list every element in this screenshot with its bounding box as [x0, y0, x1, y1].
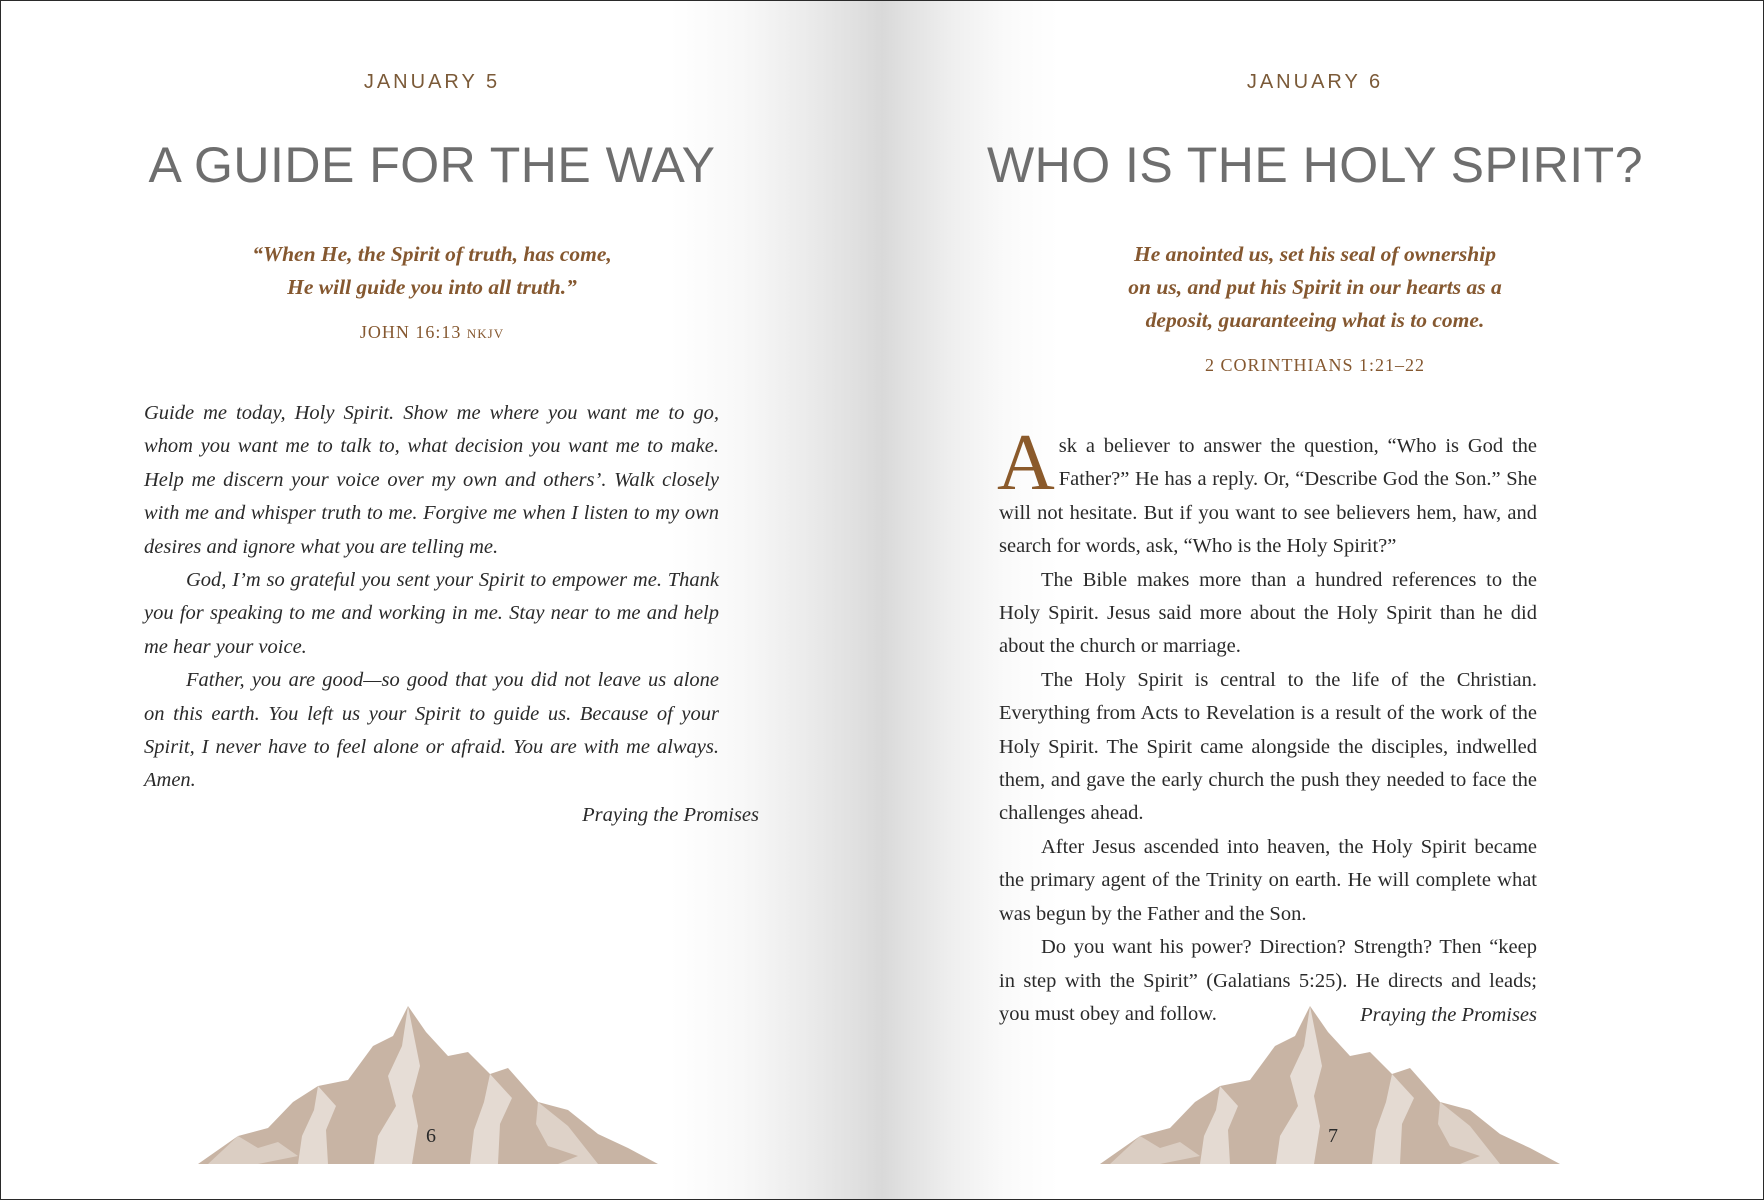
- body-paragraph: Father, you are good—so good that you did not leave us alone on this earth. You left us your Spirit to guide us. Because of your Spirit, I never have to feel alone or afraid. You are with me always. Amen.: [144, 669, 719, 792]
- body-paragraph: Do you want his power? Direction? Strength? Then “keep in step with the Spirit” (Galatians 5:25). He directs and leads; you must obey and follow.: [999, 936, 1537, 1025]
- body-paragraph: The Bible makes more than a hundred references to the Holy Spirit. Jesus said more about the Holy Spirit than he did about the church or marriage.: [999, 568, 1537, 658]
- reference-text: JOHN 16:13: [359, 322, 462, 342]
- verse-line: “When He, the Spirit of truth, has come,: [252, 242, 612, 266]
- scripture-verse: [0, 238, 873, 304]
- page-title: A GUIDE FOR THE WAY: [148, 137, 716, 193]
- page-date: JANUARY 6: [1246, 71, 1384, 93]
- right-page: [883, 1, 1764, 1201]
- scripture-reference: 2 CORINTHIANS 1:21–22: [1204, 355, 1425, 375]
- attribution: Praying the Promises: [582, 804, 759, 826]
- verse-line: on us, and put his Spirit in our hearts as a: [1128, 275, 1502, 299]
- prayer-body: [144, 397, 719, 798]
- body-paragraph: [997, 419, 1537, 564]
- page-number: 6: [426, 1125, 436, 1147]
- verse-line: He anointed us, set his seal of ownership: [1134, 242, 1496, 266]
- paragraph-text: sk a believer to answer the question, “Who is God the Father?” He has a reply. Or, “Describe God the Son.” She will not hesitate. But if you want to see believers hem, haw, and search for words, ask, “Who is the Holy Spirit?”: [999, 435, 1537, 558]
- page-number: 7: [1328, 1125, 1338, 1147]
- verse-line: He will guide you into all truth.”: [287, 275, 577, 299]
- left-page: [1, 1, 883, 1201]
- body-paragraph: The Holy Spirit is central to the life of the Christian. Everything from Acts to Revelation is a result of the work of the Holy Spirit. The Spirit came alongside the disciples, indwelled them, and gave the early church the push they needed to face the challenges ahead.: [999, 668, 1537, 825]
- page-date: JANUARY 5: [363, 71, 501, 93]
- body-paragraph: God, I’m so grateful you sent your Spirit to empower me. Thank you for speaking to me and working in me. Stay near to me and help me hear your voice.: [144, 569, 719, 658]
- drop-cap: A: [997, 419, 1055, 507]
- body-paragraph: After Jesus ascended into heaven, the Holy Spirit became the primary agent of the Trinity on earth. He will complete what was begun by the Father and the Son.: [999, 835, 1537, 925]
- body-paragraph: Guide me today, Holy Spirit. Show me where you want me to go, whom you want me to talk to, what decision you want me to make. Help me discern your voice over my own and others’. Walk closely with me and whisper truth to me. Forgive me when I listen to my own desires and ignore what you are telling me.: [144, 402, 719, 558]
- devotional-body: [997, 419, 1537, 1031]
- reference-version: NKJV: [466, 326, 505, 341]
- attribution: Praying the Promises: [1360, 1004, 1537, 1026]
- page-title: WHO IS THE HOLY SPIRIT?: [986, 137, 1644, 193]
- verse-line: deposit, guaranteeing what is to come.: [1145, 308, 1485, 332]
- scripture-reference: [0, 322, 873, 343]
- scripture-verse: [874, 238, 1756, 337]
